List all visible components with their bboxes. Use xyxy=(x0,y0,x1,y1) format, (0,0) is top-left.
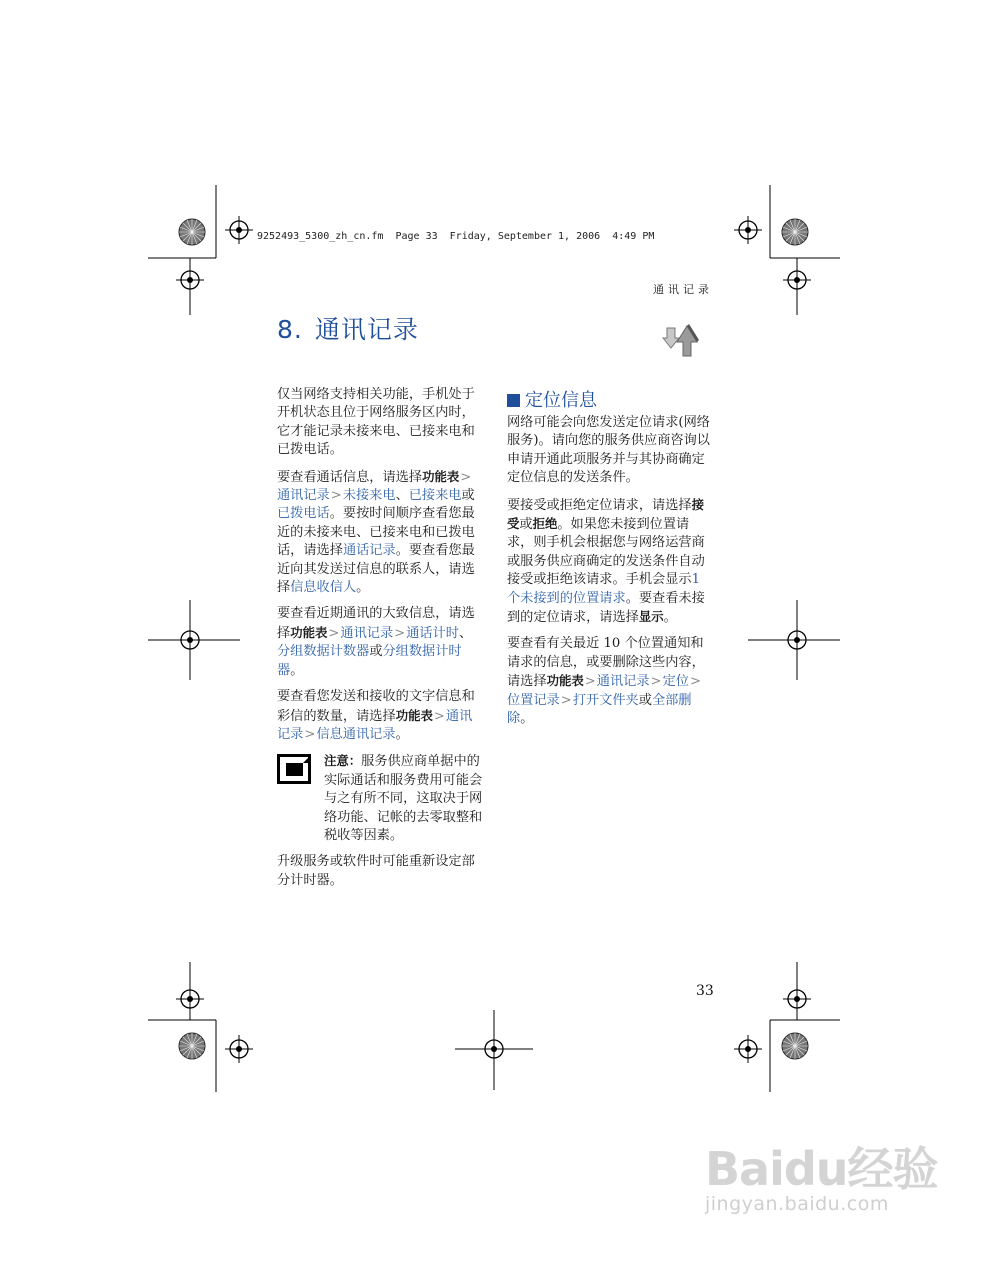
position-log-paragraph xyxy=(507,635,713,728)
chapter-title xyxy=(277,310,419,346)
link-data-counter[interactable]: 分组数据计数器 xyxy=(277,644,370,660)
call-info-paragraph xyxy=(277,468,483,598)
intro-paragraph: 仅当网络支持相关功能，手机处于开机状态且位于网络服务区内时，它才能记录未接来电、已接来电和已拨电话。 xyxy=(277,387,475,458)
overview-paragraph xyxy=(277,605,483,680)
link-missed-calls[interactable]: 未接来电 xyxy=(342,488,396,504)
section-bullet-icon xyxy=(507,394,520,407)
call-log-icon xyxy=(657,318,705,362)
text: 或 xyxy=(369,644,383,660)
chapter-number: 8. xyxy=(277,315,303,344)
file-info-line: 9252493_5300_zh_cn.fm Page 33 Friday, September 1, 2006 4:49 PM xyxy=(257,231,655,242)
watermark-url: jingyan.baidu.com xyxy=(705,1193,889,1215)
link-message-log[interactable]: 信息通讯记录 xyxy=(316,726,396,742)
link-call-log[interactable]: 通讯记录 xyxy=(596,674,650,690)
positioning-intro-paragraph: 网络可能会向您发送定位请求(网络服务)。请向您的服务供应商咨询以申请开通此项服务并与其协商确定定位信息的发送条件。 xyxy=(507,415,710,486)
link-call-log[interactable]: 通讯记录 xyxy=(340,625,394,641)
note-label: 注意： xyxy=(324,753,362,769)
note-body: 服务供应商单据中的实际通话和服务费用可能会与之有所不同，这取决于网络功能、记帐的去零取整和税收等因素。 xyxy=(324,754,483,843)
link-dialled-numbers[interactable]: 已拨电话 xyxy=(277,506,330,522)
reset-paragraph: 升级服务或软件时可能重新设定部分计时器。 xyxy=(277,854,475,888)
missed-position-request-text: 1 个未接到的位置请求 xyxy=(507,572,701,606)
show-label: 显示 xyxy=(638,609,664,625)
text: 。要查看您最近向其发送过信息的联系人，请选择 xyxy=(277,543,475,596)
note-icon xyxy=(277,754,311,784)
text: 或 xyxy=(638,692,652,708)
menu-label: 功能表 xyxy=(422,468,460,484)
separator: > xyxy=(304,726,316,742)
accept-reject-paragraph xyxy=(507,496,713,628)
text: 或 xyxy=(461,488,475,504)
text: 要接受或拒绝定位请求，请选择 xyxy=(507,497,692,513)
text: 。 xyxy=(395,726,409,742)
menu-label: 功能表 xyxy=(290,624,328,640)
chapter-title-text: 通讯记录 xyxy=(314,315,419,344)
link-open-folder[interactable]: 打开文件夹 xyxy=(572,692,639,708)
right-column xyxy=(507,414,713,737)
link-positioning[interactable]: 定位 xyxy=(662,674,689,690)
link-message-recipients[interactable]: 信息收信人 xyxy=(290,580,357,596)
link-data-timer[interactable]: 分组数据计时器 xyxy=(277,644,462,678)
separator: > xyxy=(689,674,702,690)
text: 。 xyxy=(290,662,304,678)
link-call-register[interactable]: 通话记录 xyxy=(342,543,396,559)
text: 要查看通话信息，请选择 xyxy=(277,469,423,485)
link-position-log[interactable]: 位置记录 xyxy=(507,692,560,708)
separator: > xyxy=(330,488,342,504)
watermark-logo: Baidu经验 xyxy=(705,1142,938,1196)
text: 。 xyxy=(356,580,370,596)
section-title: 定位信息 xyxy=(525,390,597,411)
text: 。 xyxy=(520,711,534,727)
section-heading xyxy=(507,386,597,412)
text: 。如果您未接到位置请求，则手机会根据您与网络运营商或服务供应商确定的发送条件自动接受或拒绝该请求。手机会显示 xyxy=(507,517,705,588)
separator: > xyxy=(650,674,662,690)
note-block xyxy=(277,752,483,845)
separator: > xyxy=(560,692,572,708)
link-call-timers[interactable]: 通话计时 xyxy=(406,625,459,641)
text: 要查看近期通讯的大致信息，请选择 xyxy=(277,606,475,641)
separator: > xyxy=(584,674,596,690)
text: 、 xyxy=(458,625,473,641)
link-call-log[interactable]: 通讯记录 xyxy=(277,488,330,504)
text: 要查看您发送和接收的文字信息和彩信的数量，请选择 xyxy=(277,689,475,724)
text: 。要查看未接到的定位请求，请选择 xyxy=(507,590,705,626)
accept-label: 接受 xyxy=(507,496,705,532)
separator: > xyxy=(460,469,472,485)
message-count-paragraph xyxy=(277,688,483,744)
text: 、 xyxy=(395,488,409,504)
separator: > xyxy=(328,625,340,641)
link-delete-all[interactable]: 全部删除 xyxy=(507,692,692,727)
link-call-log[interactable]: 通讯记录 xyxy=(277,708,473,742)
text: 要查看有关最近 10 个位置通知和请求的信息，或要删除这些内容，请选择 xyxy=(507,636,705,690)
separator: > xyxy=(433,708,445,724)
page-number: 33 xyxy=(696,983,714,999)
text: 。 xyxy=(663,610,677,626)
left-column xyxy=(277,386,483,898)
watermark xyxy=(705,1133,938,1215)
text: 或 xyxy=(519,517,533,533)
running-head: 通讯记录 xyxy=(653,283,713,296)
separator: > xyxy=(394,625,406,641)
link-received-calls[interactable]: 已接来电 xyxy=(408,488,462,504)
reject-label: 拒绝 xyxy=(532,516,558,532)
text: 。要按时间顺序查看您最近的未接来电、已接来电和已拨电话，请选择 xyxy=(277,506,475,559)
menu-label: 功能表 xyxy=(546,673,584,689)
menu-label: 功能表 xyxy=(395,707,433,723)
note-text xyxy=(324,752,483,845)
